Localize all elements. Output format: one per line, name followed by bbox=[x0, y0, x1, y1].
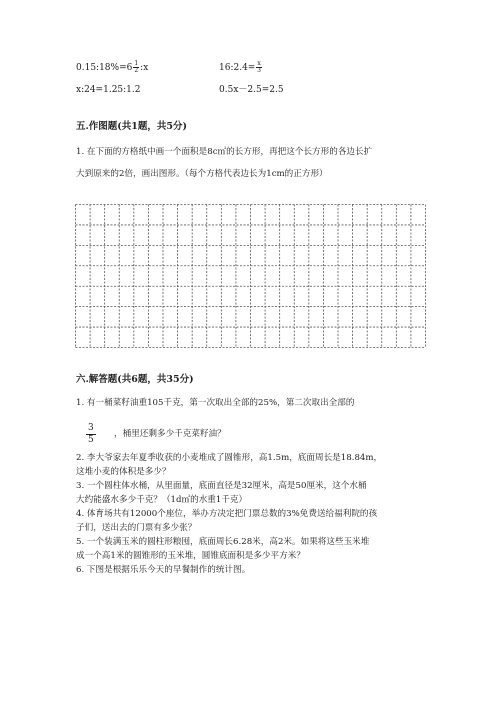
section-6-question-6: 6. 下图是根据乐乐今天的早餐制作的统计图。 bbox=[76, 565, 251, 575]
equation-1-left: 0.15:18%=6 bbox=[76, 63, 133, 73]
section-6-question-1-line-2: ，桶里还剩多少千克菜籽油？ bbox=[114, 429, 226, 439]
fraction-denominator: 5 bbox=[88, 435, 94, 445]
equation-4: 0.5x－2.5=2.5 bbox=[219, 85, 284, 95]
section-5-heading: 五.作图题(共1题，共5分) bbox=[76, 121, 188, 132]
section-6-heading: 六.解答题(共6题，共35分) bbox=[76, 374, 194, 385]
fraction-numerator: 1 bbox=[134, 60, 139, 67]
fraction-denominator: 2 bbox=[134, 67, 139, 74]
section-6-question-1-line-1: 1. 有一桶菜籽油重105千克，第一次取出全部的25%，第二次取出全部的 bbox=[76, 398, 355, 408]
section-5-question-1-line-2: 大到原来的2倍，画出图形。（每个方格代表边长为1cm的正方形） bbox=[76, 169, 328, 179]
equation-2 bbox=[219, 61, 263, 74]
fraction-numerator: x bbox=[257, 60, 261, 67]
fraction-numerator: 3 bbox=[88, 423, 94, 433]
section-6-question-2-line-1: 2. 李大爷家去年夏季收获的小麦堆成了圆锥形，高1.5m，底面周长是18.84m， bbox=[76, 453, 383, 463]
section-6-question-3-line-1: 3. 一个圆柱体水桶，从里面量，底面直径是32厘米，高是50厘米，这个水桶 bbox=[76, 481, 367, 491]
section-6-question-5-line-2: 成一个高1米的圆锥形的玉米堆，圆锥底面积是多少平方米？ bbox=[76, 551, 305, 561]
fraction-one-half bbox=[133, 61, 139, 74]
section-5-question-1-line-1: 1. 在下面的方格纸中画一个面积是8c㎡的长方形，再把这个长方形的各边长扩 bbox=[76, 147, 373, 157]
equation-1-right: :x bbox=[140, 63, 149, 73]
equation-3: x:24=1.25:1.2 bbox=[76, 85, 141, 95]
section-6-question-3-line-2: 大约能盛水多少千克？（1d㎡的水重1千克） bbox=[76, 495, 248, 505]
section-6-question-4-line-2: 子们，送出去的门票有多少张？ bbox=[76, 523, 197, 533]
equation-1 bbox=[76, 61, 148, 74]
fraction-x-over-3 bbox=[256, 61, 261, 74]
equation-2-left: 16:2.4= bbox=[219, 63, 256, 73]
section-6-question-4-line-1: 4. 体育场共有12000个座位，举办方决定把门票总数的3%免费送给福利院的孩 bbox=[76, 509, 378, 519]
fraction-denominator: 3 bbox=[257, 67, 261, 74]
grid-paper bbox=[75, 204, 426, 348]
section-6-question-2-line-2: 这堆小麦的体积是多少？ bbox=[76, 467, 171, 477]
section-6-question-5-line-1: 5. 一个装满玉米的圆柱形粮囤，底面周长6.28米，高2米。如果将这些玉米堆 bbox=[76, 537, 370, 547]
fraction-three-fifths bbox=[86, 423, 96, 446]
